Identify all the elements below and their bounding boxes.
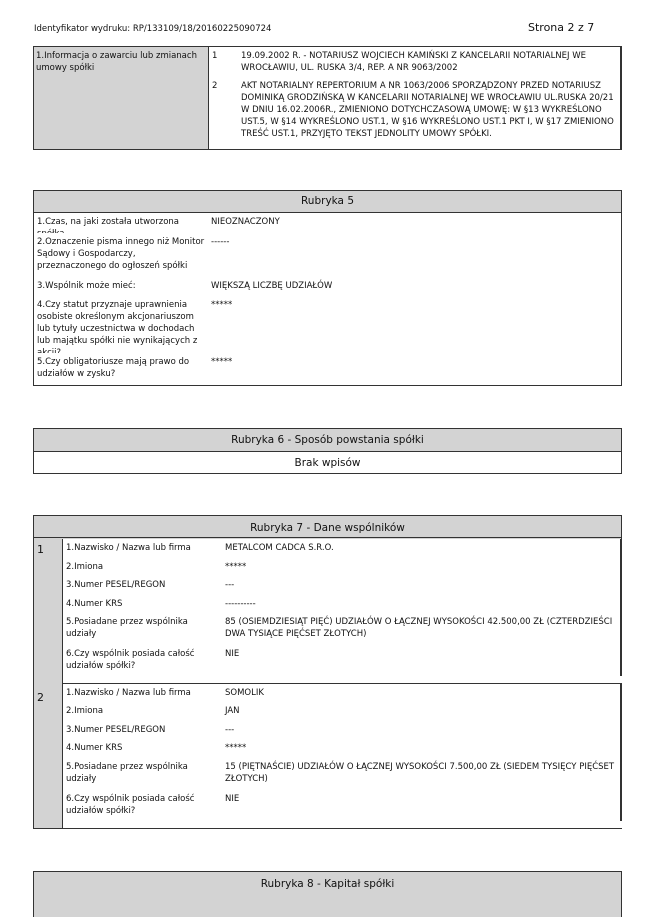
partner-label: 1.Nazwisko / Nazwa lub firma (62, 684, 223, 703)
partner-label: 2.Imiona (62, 702, 223, 722)
rubryka5-value: WIĘKSZĄ LICZBĘ UDZIAŁÓW (208, 277, 621, 297)
rubryka5-value: NIEOZNACZONY (208, 213, 621, 234)
partner-label: 3.Numer PESEL/REGON (62, 721, 223, 740)
partner-value: NIE (222, 645, 621, 677)
partner-label: 6.Czy wspólnik posiada całość udziałów spółki? (62, 790, 223, 822)
partner-value: ---------- (222, 595, 621, 614)
print-identifier: Identyfikator wydruku: RP/133109/18/20160225090724 (34, 24, 272, 34)
rubryka5-label: 4.Czy statut przyznaje uprawnienia osobiste określonym akcjonariuszom lub tytuły uczestnictwa w dochodach lub majątku spółki nie wynikających z (34, 296, 209, 354)
partner-value: 85 (OSIEMDZIESIĄT PIĘĆ) UDZIAŁÓW O ŁĄCZNEJ WYSOKOŚCI 42.500,00 ZŁ (CZTERDZIEŚCI DWA TYSIĄCE PIĘĆSET ZŁOTYCH) (222, 613, 621, 646)
rubryka6-title: Rubryka 6 - Sposób powstania spółki (34, 429, 621, 452)
partner-label: 5.Posiadane przez wspólnika udziały (62, 613, 223, 646)
partner-label: 2.Imiona (62, 558, 223, 577)
contract-row-text: AKT NOTARIALNY REPERTORIUM A NR 1063/2006 SPORZĄDZONY PRZED NOTARIUSZ DOMINIKĄ GRODZIŃSKĄ W KANCELARII NOTARIALNEJ WE WROCŁAWIU UL.RUSKA 20/21 W DNIU 16.02.2006R., ZMIENIONO DOTYCHCZASOWĄ UMOWĘ: W §13 WYKREŚLONO UST.5, W §14 WYKREŚLONO UST.1, W §16 WYKREŚLONO UST.1 PKT I, W §17 ZMIENIONO TREŚĆ UST.1, PRZYJĘTO TEKST JEDNOLITY UMOWY SPÓŁKI. (238, 77, 621, 149)
partner-number: 1 (37, 543, 44, 556)
rubryka5-label: 5.Czy obligatoriusze mają prawo do udziałów w zysku? (34, 353, 209, 385)
rubryka7-title: Rubryka 7 - Dane wspólników (34, 516, 621, 538)
partner-value: METALCOM CADCA S.R.O. (222, 539, 621, 559)
rubryka5-title: Rubryka 5 (34, 191, 621, 213)
rubryka6-empty: Brak wpisów (294, 457, 361, 469)
partner-number: 2 (37, 691, 44, 704)
partner-value: --- (222, 721, 621, 740)
contract-row-num: 1 (208, 47, 239, 78)
partner-label: 1.Nazwisko / Nazwa lub firma (62, 539, 223, 559)
rubryka5-label: 2.Oznaczenie pisma innego niż Monitor Sądowy i Gospodarczy, przeznaczonego do ogłoszeń spółki (34, 233, 209, 278)
contract-row-num: 2 (208, 77, 239, 149)
contract-info-label: 1.Informacja o zawarciu lub zmianach umowy spółki (36, 51, 197, 73)
partner-label: 5.Posiadane przez wspólnika udziały (62, 758, 223, 791)
rubryka8-title: Rubryka 8 - Kapitał spółki (260, 878, 395, 890)
partner-value: ***** (222, 558, 621, 577)
partner-value: ***** (222, 739, 621, 759)
rubryka5-value: ***** (208, 353, 621, 385)
rubryka5-value: ------ (208, 233, 621, 278)
contract-row-text: 19.09.2002 R. - NOTARIUSZ WOJCIECH KAMIŃSKI Z KANCELARII NOTARIALNEJ WE WROCŁAWIU, UL. RUSKA 3/4, REP. A NR 9063/2002 (238, 47, 621, 78)
partner-value: 15 (PIĘTNAŚCIE) UDZIAŁÓW O ŁĄCZNEJ WYSOKOŚCI 7.500,00 ZŁ (SIEDEM TYSIĘCY PIĘĆSET ZŁOTYCH) (222, 758, 621, 791)
partner-value: JAN (222, 702, 621, 722)
rubryka5-value: ***** (208, 296, 621, 354)
partner-label: 4.Numer KRS (62, 595, 223, 614)
partner-label: 6.Czy wspólnik posiada całość udziałów spółki? (62, 645, 223, 677)
partner-divider (62, 821, 622, 828)
partner-label: 4.Numer KRS (62, 739, 223, 759)
partner-value: SOMOLIK (222, 684, 621, 703)
rubryka5-label: 1.Czas, na jaki została utworzona (34, 213, 209, 234)
partner-label: 3.Numer PESEL/REGON (62, 576, 223, 596)
partner-value: --- (222, 576, 621, 596)
rubryka5-label: 3.Wspólnik może mieć: (34, 277, 209, 297)
partner-divider (62, 676, 622, 684)
page-number: Strona 2 z 7 (528, 21, 595, 34)
partner-value: NIE (222, 790, 621, 822)
